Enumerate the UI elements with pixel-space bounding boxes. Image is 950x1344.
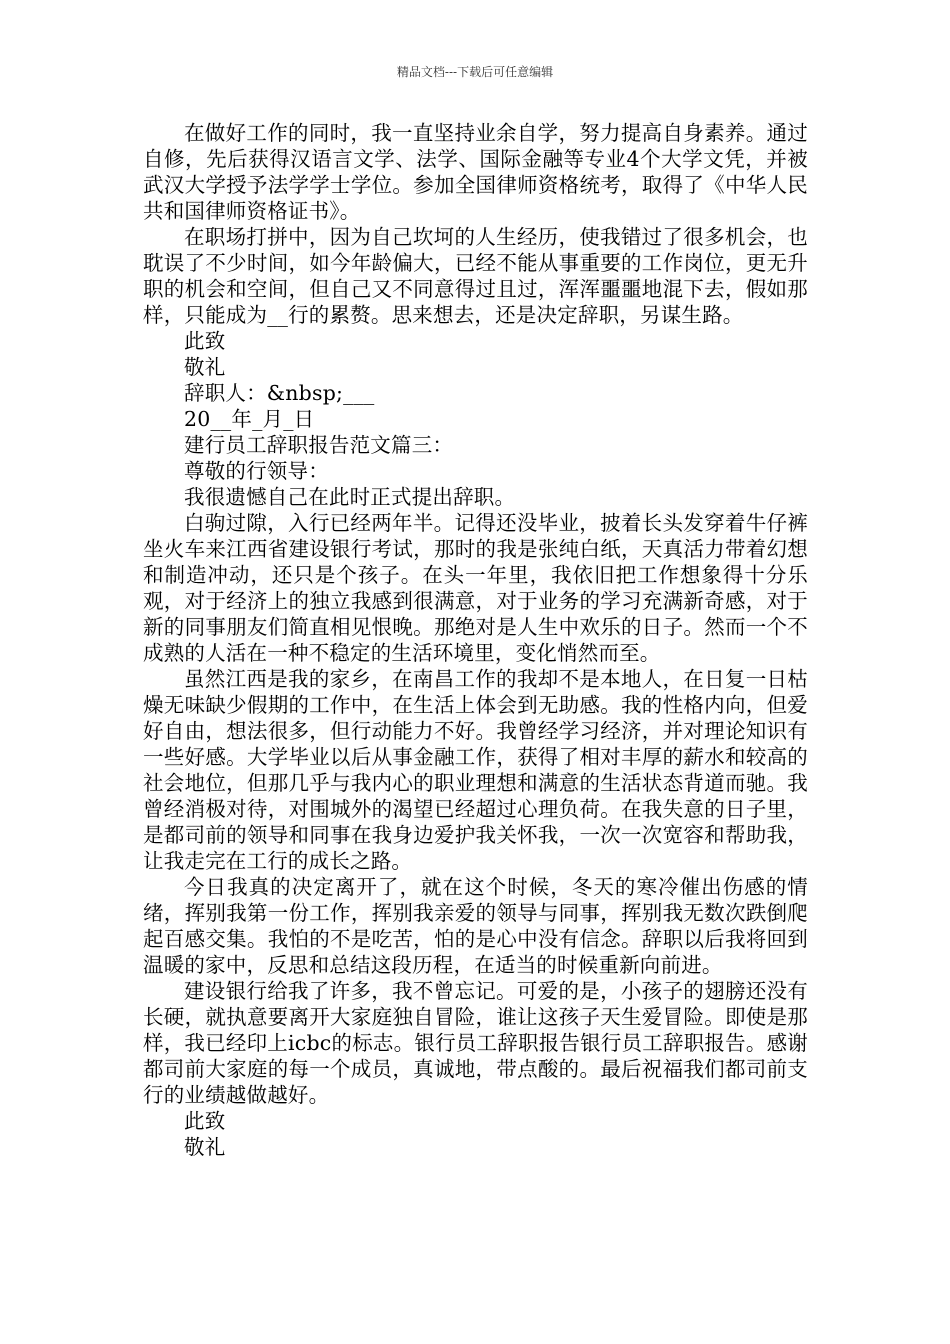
closing-salutation: 此致 <box>184 329 226 353</box>
paragraph-gratitude: 建设银行给我了许多，我不曾忘记。可爱的是，小孩子的翅膀还没有长硬，就执意要离开大家庭独自冒险，谁让这孩子天生爱冒险。即使是那样，我已经印上icbc的标志。银行员工辞职报告银行员工辞职报告。感谢都司前大家庭的每一个成员，真诚地，带点酸的。最后祝福我们都司前支行的业绩越做越好。 <box>143 979 808 1107</box>
resignation-statement: 我很遗憾自己在此时正式提出辞职。 <box>184 485 516 509</box>
greeting: 尊敬的行领导： <box>184 459 329 483</box>
signature-line: 辞职人：&nbsp;___ <box>184 381 375 405</box>
page-header: 精品文档---下载后可任意编辑 <box>396 65 554 79</box>
document-body <box>143 120 808 1160</box>
paragraph-leaving: 今日我真的决定离开了，就在这个时候，冬天的寒冷催出伤感的情绪，挥别我第一份工作，挥别我亲爱的领导与同事，挥别我无数次跌倒爬起百感交集。我怕的不是吃苦，怕的是心中没有信念。辞职以后我将回到温暖的家中，反思和总结这段历程，在适当的时候重新向前进。 <box>143 875 808 977</box>
closing-regards-2: 敬礼 <box>184 1135 226 1159</box>
section-title: 建行员工辞职报告范文篇三： <box>184 433 454 457</box>
paragraph-self-study: 在做好工作的同时，我一直坚持业余自学，努力提高自身素养。通过自修，先后获得汉语言文学、法学、国际金融等专业4个大学文凭，并被武汉大学授予法学学士学位。参加全国律师资格统考，取得了《中华人民共和国律师资格证书》。 <box>143 121 808 223</box>
paragraph-memories: 白驹过隙，入行已经两年半。记得还没毕业，披着长头发穿着牛仔裤坐火车来江西省建设银行考试，那时的我是张纯白纸，天真活力带着幻想和制造冲动，还只是个孩子。在头一年里，我依旧把工作想象得十分乐观，对于经济上的独立我感到很满意，对于业务的学习充满新奇感，对于新的同事朋友们简直相见恨晚。那绝对是人生中欢乐的日子。然而一个不成熟的人活在一种不稳定的生活环境里，变化悄然而至。 <box>143 511 808 665</box>
closing-salutation-2: 此致 <box>184 1109 226 1133</box>
closing-regards: 敬礼 <box>184 355 226 379</box>
paragraph-hometown: 虽然江西是我的家乡，在南昌工作的我却不是本地人，在日复一日枯燥无味缺少假期的工作中，在生活上体会到无助感。我的性格内向，但爱好自由，想法很多，但行动能力不好。我曾经学习经济，并对理论知识有一些好感。大学毕业以后从事金融工作，获得了相对丰厚的薪水和较高的社会地位，但那几乎与我内心的职业理想和满意的生活状态背道而驰。我曾经消极对待，对围城外的渴望已经超过心理负荷。在我失意的日子里，是都司前的领导和同事在我身边爱护我关怀我，一次一次宽容和帮助我，让我走完在工行的成长之路。 <box>143 667 808 873</box>
paragraph-career: 在职场打拼中，因为自己坎坷的人生经历，使我错过了很多机会，也耽误了不少时间，如今年龄偏大，已经不能从事重要的工作岗位，更无升职的机会和空间，但自己又不同意得过且过，浑浑噩噩地混下去，假如那样，只能成为__行的累赘。思来想去，还是决定辞职，另谋生路。 <box>143 225 808 327</box>
date-line: 20__年_月_日 <box>184 407 315 431</box>
